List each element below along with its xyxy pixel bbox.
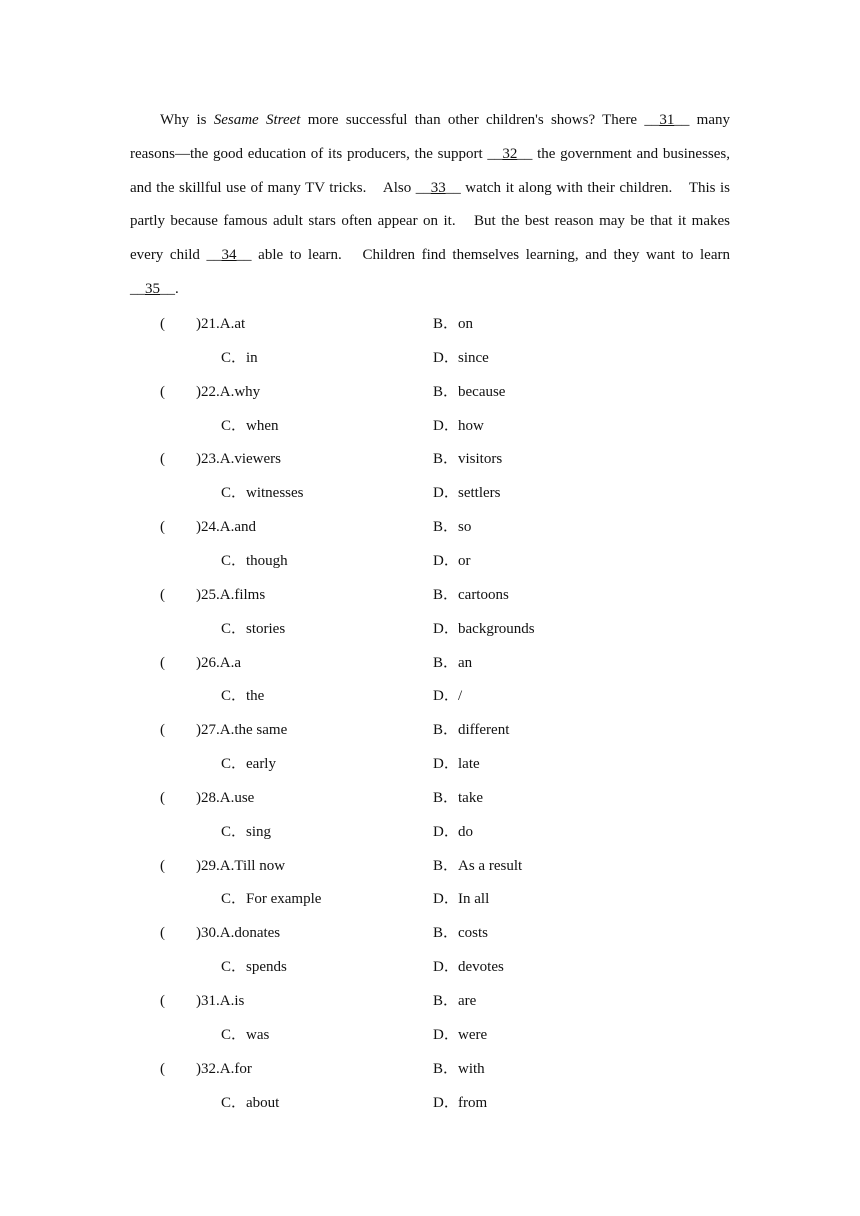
- show-title: Sesame Street: [213, 112, 301, 128]
- option-c: [221, 415, 279, 437]
- option-text: In all: [458, 891, 490, 908]
- option-b: [433, 652, 472, 674]
- option-letter: B．: [433, 993, 459, 1009]
- option-c: [221, 821, 271, 843]
- option-d: [433, 347, 489, 369]
- question-stem-option-a: )29.A.Till now: [196, 857, 286, 874]
- option-text: with: [458, 1060, 485, 1077]
- option-text: from: [458, 1094, 488, 1111]
- question-stem-option-a: )26.A.a: [196, 654, 241, 671]
- option-letter: C．: [221, 756, 247, 773]
- answer-bracket[interactable]: (: [160, 857, 165, 874]
- option-b: [433, 719, 509, 741]
- question-stem-option-a: )21.A.at: [196, 316, 246, 332]
- option-b: [433, 584, 509, 606]
- option-text: the: [246, 688, 265, 705]
- option-text: an: [458, 654, 473, 671]
- option-text: though: [246, 552, 288, 569]
- option-c: [221, 618, 285, 640]
- option-letter: B．: [433, 451, 459, 468]
- blank-32: __32__: [487, 145, 533, 162]
- option-c: [221, 550, 288, 572]
- option-b: [433, 990, 476, 1012]
- option-c: [221, 753, 276, 775]
- option-c: [221, 1024, 269, 1046]
- option-letter: D．: [433, 823, 459, 840]
- option-d: [433, 956, 504, 978]
- option-letter: C．: [221, 688, 247, 705]
- option-text: For example: [246, 891, 322, 908]
- option-d: [433, 415, 484, 437]
- option-letter: D．: [433, 756, 459, 773]
- option-letter: D．: [433, 552, 459, 569]
- blank-31: __31__: [644, 112, 690, 128]
- option-letter: C．: [221, 485, 247, 502]
- option-b: [433, 381, 505, 403]
- option-letter: B．: [433, 654, 459, 671]
- option-text: are: [458, 993, 477, 1009]
- cloze-passage: [130, 104, 730, 307]
- option-text: different: [458, 722, 510, 739]
- option-letter: B．: [433, 925, 459, 942]
- option-letter: B．: [433, 1060, 459, 1077]
- option-letter: C．: [221, 1026, 247, 1043]
- answer-bracket[interactable]: (: [160, 789, 165, 806]
- option-d: [433, 821, 473, 843]
- question-stem-option-a: )30.A.donates: [196, 925, 281, 942]
- answer-bracket[interactable]: (: [160, 586, 165, 603]
- option-letter: D．: [433, 349, 459, 366]
- option-b: [433, 787, 483, 809]
- option-text: sing: [246, 823, 272, 840]
- answer-bracket[interactable]: (: [160, 654, 165, 671]
- option-d: [433, 753, 480, 775]
- option-b: [433, 922, 488, 944]
- option-d: [433, 618, 535, 640]
- option-letter: B．: [433, 586, 459, 603]
- option-letter: B．: [433, 857, 459, 874]
- option-letter: D．: [433, 891, 459, 908]
- option-letter: B．: [433, 519, 459, 536]
- option-letter: C．: [221, 349, 247, 366]
- blank-35: __35__: [130, 280, 175, 297]
- option-text: do: [458, 823, 473, 840]
- option-text: stories: [246, 620, 286, 637]
- option-text: because: [458, 383, 506, 400]
- option-letter: B．: [433, 789, 459, 806]
- option-letter: D．: [433, 688, 459, 705]
- option-text: spends: [246, 959, 287, 976]
- option-letter: B．: [433, 316, 459, 332]
- passage-line-4: [130, 205, 730, 239]
- option-d: [433, 888, 489, 910]
- option-letter: C．: [221, 620, 247, 637]
- passage-text: able to learn. Children find themselves learning, and they want to learn: [251, 247, 730, 264]
- answer-bracket[interactable]: (: [160, 993, 165, 1009]
- option-d: [433, 1092, 487, 1114]
- option-letter: D．: [433, 485, 459, 502]
- option-letter: B．: [433, 722, 459, 739]
- blank-33: __33__: [415, 179, 461, 196]
- option-text: /: [458, 688, 463, 705]
- option-text: how: [458, 417, 484, 434]
- option-b: [433, 448, 502, 470]
- option-c: [221, 888, 321, 910]
- option-text: or: [458, 552, 471, 569]
- option-c: [221, 685, 264, 707]
- option-text: devotes: [458, 959, 504, 976]
- option-letter: D．: [433, 417, 459, 434]
- passage-text: many: [689, 112, 730, 128]
- option-letter: C．: [221, 417, 247, 434]
- passage-text: every child: [130, 247, 207, 264]
- option-text: about: [246, 1094, 280, 1111]
- question-stem-option-a: )25.A.films: [196, 586, 266, 603]
- question-stem-option-a: )32.A.for: [196, 1060, 252, 1077]
- option-text: visitors: [458, 451, 503, 468]
- option-b: [433, 855, 522, 877]
- option-c: [221, 347, 258, 369]
- option-text: on: [458, 316, 473, 332]
- answer-bracket[interactable]: (: [160, 383, 165, 400]
- question-stem-option-a: )24.A.and: [196, 519, 256, 536]
- question-stem-option-a: )23.A.viewers: [196, 451, 281, 468]
- option-text: so: [458, 519, 472, 536]
- question-stem-option-a: )28.A.use: [196, 789, 255, 806]
- option-c: [221, 482, 304, 504]
- option-letter: D．: [433, 959, 459, 976]
- option-letter: D．: [433, 1094, 459, 1111]
- passage-line-5: [130, 239, 730, 273]
- option-letter: D．: [433, 620, 459, 637]
- passage-text: partly because famous adult stars often appear on it. But the best reason may be that it makes: [130, 213, 730, 230]
- option-text: when: [246, 417, 279, 434]
- option-d: [433, 550, 471, 572]
- option-text: early: [246, 756, 276, 773]
- option-letter: D．: [433, 1026, 459, 1043]
- option-text: settlers: [458, 485, 501, 502]
- option-c: [221, 1092, 279, 1114]
- question-stem-option-a: )31.A.is: [196, 993, 245, 1009]
- answer-bracket[interactable]: (: [160, 519, 165, 536]
- option-letter: C．: [221, 891, 247, 908]
- option-text: cartoons: [458, 586, 509, 603]
- answer-bracket[interactable]: (: [160, 316, 165, 332]
- option-letter: C．: [221, 552, 247, 569]
- option-text: As a result: [458, 857, 523, 874]
- option-b: [433, 313, 473, 335]
- passage-text: reasons—the good education of its producers, the support: [130, 145, 488, 162]
- passage-line-3: [130, 172, 730, 206]
- passage-line-6: [130, 273, 730, 307]
- option-text: was: [246, 1026, 270, 1043]
- option-d: [433, 685, 462, 707]
- option-letter: C．: [221, 823, 247, 840]
- passage-text: Why is: [160, 112, 214, 128]
- option-text: were: [458, 1026, 488, 1043]
- answer-bracket[interactable]: (: [160, 925, 165, 942]
- answer-bracket[interactable]: (: [160, 451, 165, 468]
- blank-34: __34__: [206, 247, 252, 264]
- option-text: late: [458, 756, 480, 773]
- passage-text: .: [175, 280, 179, 297]
- passage-text: and the skillful use of many TV tricks. Also: [130, 179, 416, 196]
- option-text: in: [246, 349, 258, 366]
- option-letter: C．: [221, 1094, 247, 1111]
- passage-text: watch it along with their children. This is: [460, 179, 730, 196]
- option-letter: B．: [433, 383, 459, 400]
- option-text: costs: [458, 925, 488, 942]
- passage-text: more successful than other children's shows? There: [300, 112, 645, 128]
- answer-bracket[interactable]: (: [160, 722, 165, 739]
- option-b: [433, 1058, 485, 1080]
- question-stem-option-a: )27.A.the same: [196, 722, 288, 739]
- option-b: [433, 516, 471, 538]
- question-stem-option-a: )22.A.why: [196, 383, 261, 400]
- passage-line-2: [130, 138, 730, 172]
- answer-bracket[interactable]: (: [160, 1060, 165, 1077]
- option-text: since: [458, 349, 489, 366]
- option-c: [221, 956, 287, 978]
- passage-line-1: [130, 104, 730, 138]
- option-letter: C．: [221, 959, 247, 976]
- option-text: witnesses: [246, 485, 304, 502]
- option-d: [433, 482, 501, 504]
- option-d: [433, 1024, 487, 1046]
- option-text: take: [458, 789, 483, 806]
- option-text: backgrounds: [458, 620, 535, 637]
- passage-text: the government and businesses,: [532, 145, 730, 162]
